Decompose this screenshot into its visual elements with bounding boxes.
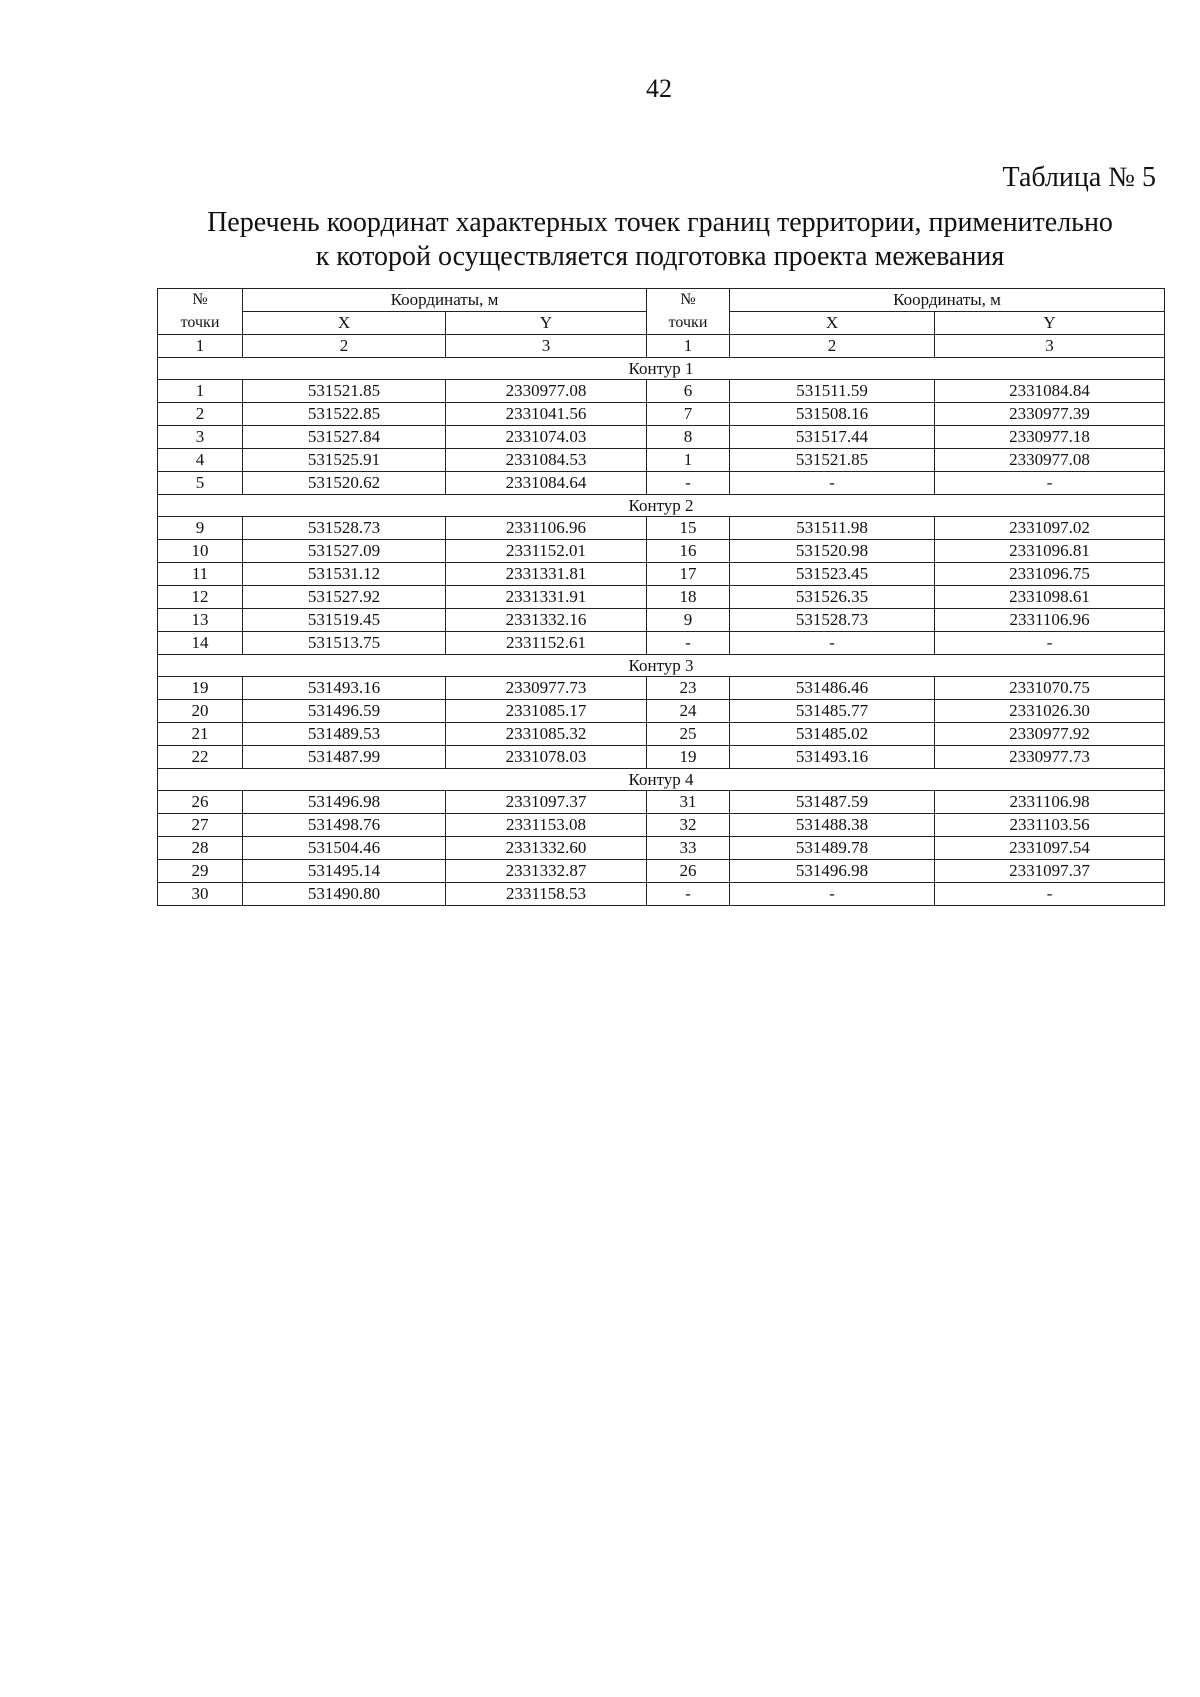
table-row xyxy=(158,540,1165,563)
header-number-sign: № xyxy=(192,291,208,309)
x-value: 531521.85 xyxy=(730,449,935,472)
point-number: 2 xyxy=(158,403,243,426)
header-x-right: X xyxy=(730,312,935,335)
y-value: 2331158.53 xyxy=(446,883,647,906)
table-row xyxy=(158,449,1165,472)
x-value: 531490.80 xyxy=(243,883,446,906)
x-value: 531493.16 xyxy=(243,677,446,700)
point-number: 25 xyxy=(647,723,730,746)
x-value: 531508.16 xyxy=(730,403,935,426)
point-number: 11 xyxy=(158,563,243,586)
table-row xyxy=(158,609,1165,632)
y-value: 2330977.39 xyxy=(935,403,1165,426)
x-value: 531495.14 xyxy=(243,860,446,883)
y-value: 2331097.02 xyxy=(935,517,1165,540)
x-value: 531511.59 xyxy=(730,380,935,403)
table-row xyxy=(158,883,1165,906)
document-title-line-2: к которой осуществляется подготовка проекта межевания xyxy=(315,241,1005,272)
x-value: 531489.78 xyxy=(730,837,935,860)
point-number: 31 xyxy=(647,791,730,814)
table-row xyxy=(158,723,1165,746)
y-value: 2331152.61 xyxy=(446,632,647,655)
contour-row xyxy=(158,655,1165,677)
x-value: 531527.84 xyxy=(243,426,446,449)
y-value: 2330977.08 xyxy=(446,380,647,403)
point-number: 5 xyxy=(158,472,243,495)
y-value: 2331084.53 xyxy=(446,449,647,472)
y-value: 2331097.37 xyxy=(935,860,1165,883)
point-number: 9 xyxy=(647,609,730,632)
y-value: 2331074.03 xyxy=(446,426,647,449)
header-x-left: X xyxy=(243,312,446,335)
table-row xyxy=(158,586,1165,609)
table-row xyxy=(158,563,1165,586)
point-number: - xyxy=(647,472,730,495)
y-value: 2331332.60 xyxy=(446,837,647,860)
header-point-number-right xyxy=(647,289,730,312)
point-number: 12 xyxy=(158,586,243,609)
point-number: 3 xyxy=(158,426,243,449)
table-row xyxy=(158,517,1165,540)
point-number: 7 xyxy=(647,403,730,426)
point-number: 19 xyxy=(647,746,730,769)
y-value: 2331070.75 xyxy=(935,677,1165,700)
x-value: - xyxy=(730,472,935,495)
y-value: 2331106.96 xyxy=(446,517,647,540)
y-value: 2331085.17 xyxy=(446,700,647,723)
x-value: 531525.91 xyxy=(243,449,446,472)
table-row xyxy=(158,472,1165,495)
y-value: 2331106.96 xyxy=(935,609,1165,632)
point-number: 4 xyxy=(158,449,243,472)
point-number: 30 xyxy=(158,883,243,906)
x-value: 531522.85 xyxy=(243,403,446,426)
y-value: 2331096.75 xyxy=(935,563,1165,586)
table-row xyxy=(158,837,1165,860)
header-point-number-left xyxy=(158,289,243,312)
x-value: 531511.98 xyxy=(730,517,935,540)
header-point-label-left: точки xyxy=(158,312,243,335)
point-number: 20 xyxy=(158,700,243,723)
x-value: 531504.46 xyxy=(243,837,446,860)
x-value: 531485.02 xyxy=(730,723,935,746)
x-value: 531520.62 xyxy=(243,472,446,495)
document-title-line-1: Перечень координат характерных точек границ территории, применительно xyxy=(207,207,1113,238)
y-value: 2331331.91 xyxy=(446,586,647,609)
y-value: 2330977.73 xyxy=(446,677,647,700)
point-number: - xyxy=(647,883,730,906)
table-row xyxy=(158,403,1165,426)
column-number: 3 xyxy=(446,335,647,358)
column-number: 3 xyxy=(935,335,1165,358)
x-value: - xyxy=(730,883,935,906)
y-value: 2330977.92 xyxy=(935,723,1165,746)
x-value: 531521.85 xyxy=(243,380,446,403)
x-value: 531527.92 xyxy=(243,586,446,609)
point-number: 29 xyxy=(158,860,243,883)
y-value: 2331084.84 xyxy=(935,380,1165,403)
x-value: 531485.77 xyxy=(730,700,935,723)
point-number: 26 xyxy=(158,791,243,814)
point-number: 18 xyxy=(647,586,730,609)
x-value: 531493.16 xyxy=(730,746,935,769)
y-value: - xyxy=(935,632,1165,655)
header-y-left: Y xyxy=(446,312,647,335)
coordinates-table xyxy=(157,288,1165,906)
point-number: 27 xyxy=(158,814,243,837)
header-coordinates-right: Координаты, м xyxy=(730,289,1165,312)
table-caption: Таблица № 5 xyxy=(1002,162,1156,193)
contour-label: Контур 2 xyxy=(158,495,1165,517)
point-number: 21 xyxy=(158,723,243,746)
point-number: 13 xyxy=(158,609,243,632)
y-value: 2331084.64 xyxy=(446,472,647,495)
table-row xyxy=(158,814,1165,837)
x-value: 531526.35 xyxy=(730,586,935,609)
point-number: 14 xyxy=(158,632,243,655)
contour-row xyxy=(158,495,1165,517)
point-number: 1 xyxy=(158,380,243,403)
contour-row xyxy=(158,358,1165,380)
point-number: 1 xyxy=(647,449,730,472)
point-number: 26 xyxy=(647,860,730,883)
table-row xyxy=(158,746,1165,769)
x-value: 531531.12 xyxy=(243,563,446,586)
y-value: 2331097.54 xyxy=(935,837,1165,860)
x-value: 531496.98 xyxy=(243,791,446,814)
x-value: 531513.75 xyxy=(243,632,446,655)
point-number: 28 xyxy=(158,837,243,860)
y-value: 2331153.08 xyxy=(446,814,647,837)
column-number: 2 xyxy=(243,335,446,358)
page-number: 42 xyxy=(646,74,672,103)
contour-row xyxy=(158,769,1165,791)
y-value: 2331097.37 xyxy=(446,791,647,814)
point-number: - xyxy=(647,632,730,655)
table-row xyxy=(158,380,1165,403)
y-value: 2331106.98 xyxy=(935,791,1165,814)
header-point-label-right: точки xyxy=(647,312,730,335)
point-number: 8 xyxy=(647,426,730,449)
y-value: - xyxy=(935,472,1165,495)
x-value: 531527.09 xyxy=(243,540,446,563)
point-number: 15 xyxy=(647,517,730,540)
x-value: 531528.73 xyxy=(243,517,446,540)
coordinates-table-body xyxy=(158,358,1165,906)
table-row xyxy=(158,791,1165,814)
point-number: 17 xyxy=(647,563,730,586)
y-value: 2331026.30 xyxy=(935,700,1165,723)
x-value: 531519.45 xyxy=(243,609,446,632)
point-number: 16 xyxy=(647,540,730,563)
x-value: 531486.46 xyxy=(730,677,935,700)
x-value: 531523.45 xyxy=(730,563,935,586)
y-value: 2331103.56 xyxy=(935,814,1165,837)
header-y-right: Y xyxy=(935,312,1165,335)
point-number: 22 xyxy=(158,746,243,769)
header-coordinates-left: Координаты, м xyxy=(243,289,647,312)
table-row xyxy=(158,860,1165,883)
point-number: 24 xyxy=(647,700,730,723)
y-value: 2331331.81 xyxy=(446,563,647,586)
column-number: 2 xyxy=(730,335,935,358)
y-value: 2331152.01 xyxy=(446,540,647,563)
y-value: 2330977.08 xyxy=(935,449,1165,472)
x-value: 531498.76 xyxy=(243,814,446,837)
y-value: 2331332.87 xyxy=(446,860,647,883)
x-value: 531487.59 xyxy=(730,791,935,814)
column-number: 1 xyxy=(647,335,730,358)
contour-label: Контур 1 xyxy=(158,358,1165,380)
y-value: 2331332.16 xyxy=(446,609,647,632)
y-value: 2331041.56 xyxy=(446,403,647,426)
point-number: 6 xyxy=(647,380,730,403)
x-value: 531520.98 xyxy=(730,540,935,563)
table-row xyxy=(158,677,1165,700)
x-value: 531517.44 xyxy=(730,426,935,449)
table-row xyxy=(158,632,1165,655)
point-number: 10 xyxy=(158,540,243,563)
x-value: - xyxy=(730,632,935,655)
document-title xyxy=(150,206,1170,274)
x-value: 531488.38 xyxy=(730,814,935,837)
x-value: 531489.53 xyxy=(243,723,446,746)
contour-label: Контур 4 xyxy=(158,769,1165,791)
table-row xyxy=(158,700,1165,723)
contour-label: Контур 3 xyxy=(158,655,1165,677)
y-value: 2330977.18 xyxy=(935,426,1165,449)
y-value: 2330977.73 xyxy=(935,746,1165,769)
column-number: 1 xyxy=(158,335,243,358)
point-number: 19 xyxy=(158,677,243,700)
x-value: 531496.59 xyxy=(243,700,446,723)
header-number-sign: № xyxy=(680,291,696,309)
point-number: 33 xyxy=(647,837,730,860)
y-value: 2331085.32 xyxy=(446,723,647,746)
point-number: 9 xyxy=(158,517,243,540)
point-number: 32 xyxy=(647,814,730,837)
table-row xyxy=(158,426,1165,449)
x-value: 531528.73 xyxy=(730,609,935,632)
y-value: 2331078.03 xyxy=(446,746,647,769)
point-number: 23 xyxy=(647,677,730,700)
x-value: 531496.98 xyxy=(730,860,935,883)
x-value: 531487.99 xyxy=(243,746,446,769)
y-value: - xyxy=(935,883,1165,906)
y-value: 2331098.61 xyxy=(935,586,1165,609)
y-value: 2331096.81 xyxy=(935,540,1165,563)
